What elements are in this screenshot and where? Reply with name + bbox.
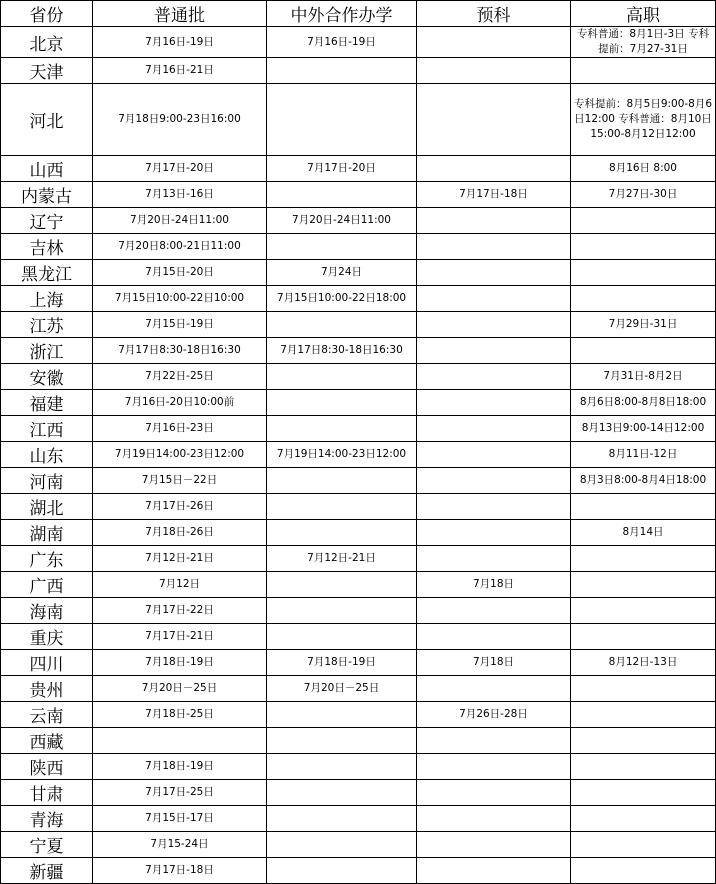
vocational-cell xyxy=(571,624,716,650)
ordinary-batch-cell: 7月17日8:30-18日16:30 xyxy=(93,338,267,364)
sino-foreign-cell xyxy=(267,572,417,598)
vocational-cell xyxy=(571,806,716,832)
header-preparatory: 预科 xyxy=(417,1,571,27)
ordinary-batch-cell: 7月16日-19日 xyxy=(93,27,267,58)
table-row xyxy=(1,84,716,156)
ordinary-batch-cell: 7月12日-21日 xyxy=(93,546,267,572)
ordinary-batch-cell: 7月16日-23日 xyxy=(93,416,267,442)
sino-foreign-cell xyxy=(267,494,417,520)
vocational-cell xyxy=(571,286,716,312)
vocational-cell: 8月3日8:00-8月4日18:00 xyxy=(571,468,716,494)
province-cell: 宁夏 xyxy=(1,832,93,858)
province-cell: 广东 xyxy=(1,546,93,572)
sino-foreign-cell: 7月20日－25日 xyxy=(267,676,417,702)
table-row xyxy=(1,676,716,702)
preparatory-cell xyxy=(417,832,571,858)
province-cell: 陕西 xyxy=(1,754,93,780)
province-cell: 江苏 xyxy=(1,312,93,338)
table-row xyxy=(1,234,716,260)
preparatory-cell xyxy=(417,546,571,572)
ordinary-batch-cell: 7月18日-19日 xyxy=(93,754,267,780)
table-row xyxy=(1,208,716,234)
sino-foreign-cell xyxy=(267,234,417,260)
table-row xyxy=(1,416,716,442)
ordinary-batch-cell: 7月17日-21日 xyxy=(93,624,267,650)
province-cell: 甘肃 xyxy=(1,780,93,806)
province-cell: 新疆 xyxy=(1,858,93,884)
province-cell: 河北 xyxy=(1,84,93,156)
table-row xyxy=(1,806,716,832)
ordinary-batch-cell: 7月17日-22日 xyxy=(93,598,267,624)
preparatory-cell xyxy=(417,156,571,182)
sino-foreign-cell: 7月17日-20日 xyxy=(267,156,417,182)
preparatory-cell xyxy=(417,260,571,286)
preparatory-cell xyxy=(417,754,571,780)
preparatory-cell xyxy=(417,390,571,416)
ordinary-batch-cell: 7月18日-25日 xyxy=(93,702,267,728)
table-header xyxy=(1,1,716,27)
province-cell: 云南 xyxy=(1,702,93,728)
ordinary-batch-cell: 7月15日10:00-22日10:00 xyxy=(93,286,267,312)
table-row xyxy=(1,598,716,624)
table-row xyxy=(1,702,716,728)
ordinary-batch-cell: 7月18日-26日 xyxy=(93,520,267,546)
table-row xyxy=(1,338,716,364)
ordinary-batch-cell: 7月20日－25日 xyxy=(93,676,267,702)
preparatory-cell xyxy=(417,676,571,702)
province-cell: 辽宁 xyxy=(1,208,93,234)
vocational-cell: 7月29日-31日 xyxy=(571,312,716,338)
sino-foreign-cell xyxy=(267,754,417,780)
sino-foreign-cell xyxy=(267,364,417,390)
table-row xyxy=(1,832,716,858)
province-cell: 广西 xyxy=(1,572,93,598)
preparatory-cell xyxy=(417,728,571,754)
preparatory-cell xyxy=(417,520,571,546)
province-cell: 贵州 xyxy=(1,676,93,702)
vocational-cell xyxy=(571,260,716,286)
vocational-cell xyxy=(571,234,716,260)
table-row xyxy=(1,312,716,338)
table-row xyxy=(1,442,716,468)
province-cell: 重庆 xyxy=(1,624,93,650)
vocational-cell: 专科提前：8月5日9:00-8月6日12:00 专科普通：8月10日15:00-8月12日12:00 xyxy=(571,84,716,156)
vocational-cell xyxy=(571,598,716,624)
ordinary-batch-cell: 7月15日-17日 xyxy=(93,806,267,832)
table-row xyxy=(1,390,716,416)
vocational-cell xyxy=(571,858,716,884)
vocational-cell xyxy=(571,338,716,364)
sino-foreign-cell xyxy=(267,806,417,832)
sino-foreign-cell xyxy=(267,780,417,806)
vocational-cell xyxy=(571,754,716,780)
ordinary-batch-cell: 7月17日-20日 xyxy=(93,156,267,182)
sino-foreign-cell xyxy=(267,858,417,884)
province-cell: 四川 xyxy=(1,650,93,676)
vocational-cell xyxy=(571,728,716,754)
header-row xyxy=(1,1,716,27)
province-cell: 吉林 xyxy=(1,234,93,260)
table-row xyxy=(1,27,716,58)
ordinary-batch-cell: 7月17日-26日 xyxy=(93,494,267,520)
preparatory-cell xyxy=(417,494,571,520)
ordinary-batch-cell: 7月20日8:00-21日11:00 xyxy=(93,234,267,260)
ordinary-batch-cell: 7月17日-25日 xyxy=(93,780,267,806)
ordinary-batch-cell: 7月16日-21日 xyxy=(93,58,267,84)
table-row xyxy=(1,780,716,806)
table-body xyxy=(1,27,716,884)
province-cell: 江西 xyxy=(1,416,93,442)
preparatory-cell: 7月26日-28日 xyxy=(417,702,571,728)
table-row xyxy=(1,364,716,390)
vocational-cell xyxy=(571,572,716,598)
vocational-cell xyxy=(571,780,716,806)
preparatory-cell xyxy=(417,806,571,832)
table-row xyxy=(1,156,716,182)
ordinary-batch-cell: 7月22日-25日 xyxy=(93,364,267,390)
table-row xyxy=(1,858,716,884)
preparatory-cell xyxy=(417,312,571,338)
ordinary-batch-cell: 7月17日-18日 xyxy=(93,858,267,884)
table-row xyxy=(1,650,716,676)
ordinary-batch-cell: 7月18日9:00-23日16:00 xyxy=(93,84,267,156)
sino-foreign-cell xyxy=(267,468,417,494)
vocational-cell xyxy=(571,208,716,234)
table-row xyxy=(1,546,716,572)
ordinary-batch-cell: 7月18日-19日 xyxy=(93,650,267,676)
province-cell: 安徽 xyxy=(1,364,93,390)
table-row xyxy=(1,624,716,650)
vocational-cell: 8月16日 8:00 xyxy=(571,156,716,182)
ordinary-batch-cell: 7月15日-20日 xyxy=(93,260,267,286)
preparatory-cell xyxy=(417,416,571,442)
table-row xyxy=(1,520,716,546)
sino-foreign-cell xyxy=(267,728,417,754)
preparatory-cell xyxy=(417,208,571,234)
vocational-cell: 专科普通：8月1日-3日 专科提前：7月27-31日 xyxy=(571,27,716,58)
table-row xyxy=(1,58,716,84)
vocational-cell xyxy=(571,832,716,858)
ordinary-batch-cell: 7月19日14:00-23日12:00 xyxy=(93,442,267,468)
sino-foreign-cell xyxy=(267,598,417,624)
province-cell: 福建 xyxy=(1,390,93,416)
sino-foreign-cell: 7月16日-19日 xyxy=(267,27,417,58)
preparatory-cell xyxy=(417,234,571,260)
sino-foreign-cell xyxy=(267,416,417,442)
preparatory-cell xyxy=(417,338,571,364)
header-sino-foreign: 中外合作办学 xyxy=(267,1,417,27)
ordinary-batch-cell: 7月15日－22日 xyxy=(93,468,267,494)
preparatory-cell xyxy=(417,598,571,624)
vocational-cell xyxy=(571,676,716,702)
ordinary-batch-cell: 7月16日-20日10:00前 xyxy=(93,390,267,416)
preparatory-cell xyxy=(417,442,571,468)
sino-foreign-cell xyxy=(267,58,417,84)
table-row xyxy=(1,468,716,494)
province-cell: 浙江 xyxy=(1,338,93,364)
sino-foreign-cell: 7月20日-24日11:00 xyxy=(267,208,417,234)
sino-foreign-cell xyxy=(267,84,417,156)
preparatory-cell xyxy=(417,286,571,312)
province-cell: 河南 xyxy=(1,468,93,494)
table-row xyxy=(1,182,716,208)
sino-foreign-cell: 7月12日-21日 xyxy=(267,546,417,572)
preparatory-cell: 7月18日 xyxy=(417,572,571,598)
preparatory-cell: 7月17日-18日 xyxy=(417,182,571,208)
ordinary-batch-cell: 7月12日 xyxy=(93,572,267,598)
ordinary-batch-cell: 7月15日-19日 xyxy=(93,312,267,338)
vocational-cell: 8月6日8:00-8月8日18:00 xyxy=(571,390,716,416)
province-cell: 西藏 xyxy=(1,728,93,754)
sino-foreign-cell: 7月24日 xyxy=(267,260,417,286)
table-row xyxy=(1,728,716,754)
ordinary-batch-cell: 7月13日-16日 xyxy=(93,182,267,208)
table-row xyxy=(1,572,716,598)
header-province: 省份 xyxy=(1,1,93,27)
province-cell: 海南 xyxy=(1,598,93,624)
sino-foreign-cell xyxy=(267,702,417,728)
preparatory-cell xyxy=(417,624,571,650)
vocational-cell xyxy=(571,546,716,572)
sino-foreign-cell xyxy=(267,832,417,858)
sino-foreign-cell xyxy=(267,520,417,546)
ordinary-batch-cell: 7月15-24日 xyxy=(93,832,267,858)
preparatory-cell: 7月18日 xyxy=(417,650,571,676)
province-cell: 北京 xyxy=(1,27,93,58)
province-cell: 湖南 xyxy=(1,520,93,546)
preparatory-cell xyxy=(417,780,571,806)
preparatory-cell xyxy=(417,84,571,156)
table-row xyxy=(1,286,716,312)
table-row xyxy=(1,494,716,520)
vocational-cell: 8月12日-13日 xyxy=(571,650,716,676)
header-vocational: 高职 xyxy=(571,1,716,27)
table-row xyxy=(1,260,716,286)
preparatory-cell xyxy=(417,364,571,390)
sino-foreign-cell xyxy=(267,624,417,650)
province-cell: 青海 xyxy=(1,806,93,832)
preparatory-cell xyxy=(417,468,571,494)
province-cell: 黑龙江 xyxy=(1,260,93,286)
vocational-cell xyxy=(571,58,716,84)
vocational-cell: 8月14日 xyxy=(571,520,716,546)
preparatory-cell xyxy=(417,58,571,84)
header-ordinary: 普通批 xyxy=(93,1,267,27)
sino-foreign-cell xyxy=(267,182,417,208)
sino-foreign-cell xyxy=(267,390,417,416)
province-cell: 山东 xyxy=(1,442,93,468)
preparatory-cell xyxy=(417,858,571,884)
province-cell: 山西 xyxy=(1,156,93,182)
vocational-cell: 8月11日-12日 xyxy=(571,442,716,468)
vocational-cell xyxy=(571,494,716,520)
vocational-cell xyxy=(571,702,716,728)
preparatory-cell xyxy=(417,27,571,58)
province-cell: 天津 xyxy=(1,58,93,84)
sino-foreign-cell: 7月17日8:30-18日16:30 xyxy=(267,338,417,364)
vocational-cell: 7月27日-30日 xyxy=(571,182,716,208)
vocational-cell: 7月31日-8月2日 xyxy=(571,364,716,390)
ordinary-batch-cell xyxy=(93,728,267,754)
sino-foreign-cell: 7月18日-19日 xyxy=(267,650,417,676)
sino-foreign-cell: 7月19日14:00-23日12:00 xyxy=(267,442,417,468)
sino-foreign-cell: 7月15日10:00-22日18:00 xyxy=(267,286,417,312)
province-cell: 上海 xyxy=(1,286,93,312)
province-cell: 内蒙古 xyxy=(1,182,93,208)
vocational-cell: 8月13日9:00-14日12:00 xyxy=(571,416,716,442)
province-cell: 湖北 xyxy=(1,494,93,520)
ordinary-batch-cell: 7月20日-24日11:00 xyxy=(93,208,267,234)
table-row xyxy=(1,754,716,780)
sino-foreign-cell xyxy=(267,312,417,338)
